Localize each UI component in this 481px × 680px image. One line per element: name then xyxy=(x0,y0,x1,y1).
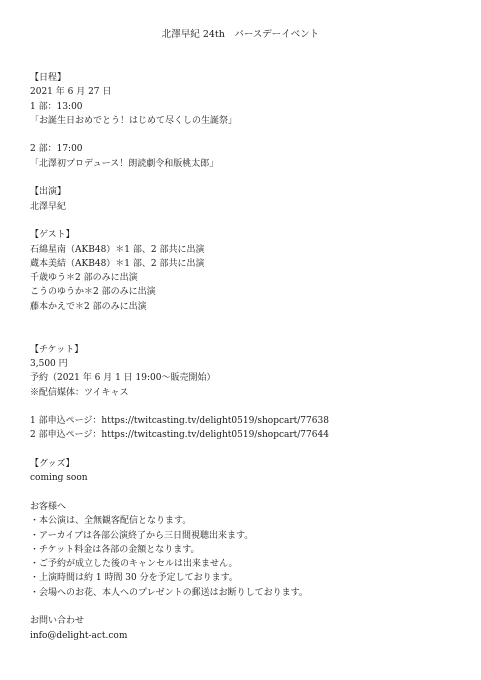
notice-item: ・チケット料金は各部の金額となります。 xyxy=(30,544,200,555)
contact-email[interactable]: info@delight-act.com xyxy=(30,630,128,641)
ticket-media: ※配信媒体：ツイキャス xyxy=(30,387,129,398)
guest-item: 石綿星南（AKB48）＊1 部、2 部共に出演 xyxy=(30,244,205,255)
part2-name: 「北澤初プロデュース！朗読劇令和版桃太郎」 xyxy=(30,158,219,169)
notice-item: ・本公演は、全無観客配信となります。 xyxy=(30,516,192,527)
part1-name: 「お誕生日おめでとう！はじめて尽くしの生誕祭」 xyxy=(30,115,238,126)
part2-application-link[interactable]: 2 部申込ページ：https://twitcasting.tv/delight0519/shopcart/77644 xyxy=(30,430,329,441)
notice-item: ・上演時間は約 1 時間 30 分を予定しております。 xyxy=(30,573,238,584)
part1-application-link[interactable]: 1 部申込ページ：https://twitcasting.tv/delight0519/shopcart/77638 xyxy=(30,416,329,427)
notice-item: ・アーカイブは各部公演終了から三日間視聴出来ます。 xyxy=(30,530,254,541)
ticket-reservation: 予約（2021 年 6 月 1 日 19:00～販売開始） xyxy=(30,373,216,384)
guest-item: 蔵本美結（AKB48）＊1 部、2 部共に出演 xyxy=(30,258,205,269)
document-body xyxy=(30,71,470,643)
guests-heading: 【ゲスト】 xyxy=(30,230,75,241)
guest-item: 千歳ゆう＊2 部のみに出演 xyxy=(30,273,138,284)
ticket-price: 3,500 円 xyxy=(30,358,68,369)
notice-item: ・ご予約が成立した後のキャンセルは出来ません。 xyxy=(30,559,238,570)
notice-heading: お客様へ xyxy=(30,501,67,512)
schedule-date: 2021 年 6 月 27 日 xyxy=(30,87,112,98)
schedule-heading: 【日程】 xyxy=(30,73,67,83)
ticket-heading: 【チケット】 xyxy=(30,344,84,355)
part2-time: 2 部：17:00 xyxy=(30,144,83,155)
notice-item: ・会場へのお花、本人へのプレゼントの郵送はお断りしております。 xyxy=(30,587,308,598)
cast-heading: 【出演】 xyxy=(30,187,67,198)
cast-name: 北澤早紀 xyxy=(30,201,67,212)
goods-status: coming soon xyxy=(30,473,88,484)
guest-item: 藤本かえで＊2 部のみに出演 xyxy=(30,301,147,312)
page-title: 北澤早紀 24th バースデーイベント xyxy=(161,29,320,40)
goods-heading: 【グッズ】 xyxy=(30,459,75,470)
part1-time: 1 部：13:00 xyxy=(30,101,83,112)
guest-item: こうのゆうか＊2 部のみに出演 xyxy=(30,287,156,298)
contact-heading: お問い合わせ xyxy=(30,616,85,627)
